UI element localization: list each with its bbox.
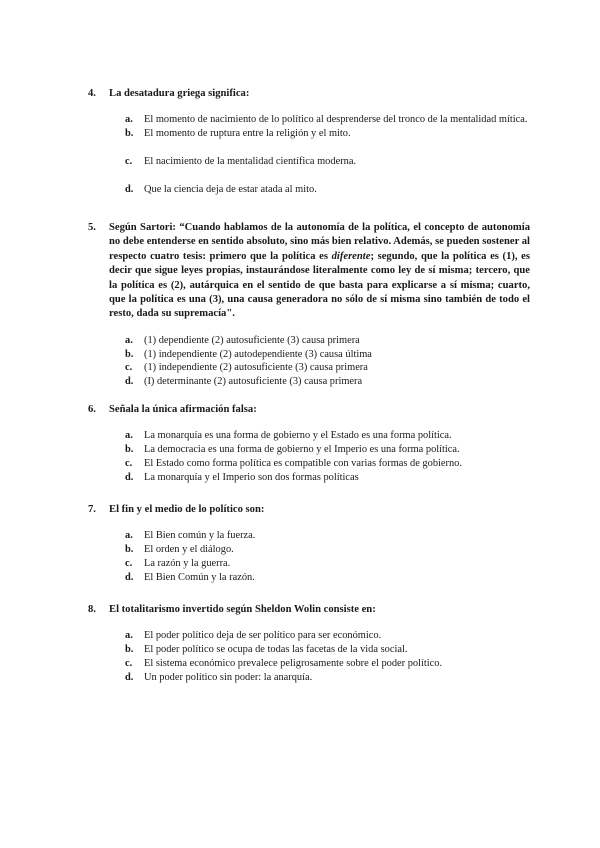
question-text: El totalitarismo invertido según Sheldon Wolin consiste en: xyxy=(109,604,376,615)
option-text: La razón y la guerra. xyxy=(144,558,231,569)
option-letter: a. xyxy=(125,114,133,126)
option-text: El orden y el diálogo. xyxy=(144,544,234,556)
option-text: La monarquía y el Imperio son dos formas políticas xyxy=(144,471,359,483)
question-number: 8. xyxy=(88,604,96,615)
option-letter: b. xyxy=(125,348,134,360)
option-letter: b. xyxy=(125,644,134,656)
option-b xyxy=(125,543,530,557)
option-a xyxy=(125,334,530,348)
option-text: (I) determinante (2) autosuficiente (3) causa primera xyxy=(144,376,363,388)
option-text: El poder político se ocupa de todas las facetas de la vida social. xyxy=(144,644,408,656)
question-number: 6. xyxy=(88,404,96,415)
question-6 xyxy=(88,403,530,485)
option-text: El Bien Común y la razón. xyxy=(144,571,255,583)
option-text: El sistema económico prevalece peligrosamente sobre el poder político. xyxy=(144,658,443,669)
question-text: Señala la única afirmación falsa: xyxy=(109,404,257,415)
question-text-start: Según Sartori: “Cuando hablamos de la autonomía de la política, el concepto de autonomía no debe entenderse en sentido absoluto, sino más bien relativo. Además, se pueden sostener al respecto cuatro tesis: primero que la política es xyxy=(109,222,530,262)
option-b xyxy=(125,127,530,141)
question-4 xyxy=(88,87,530,197)
question-text: El fin y el medio de lo político son: xyxy=(109,504,265,515)
option-c xyxy=(125,657,530,671)
option-letter: b. xyxy=(125,544,134,556)
option-letter: b. xyxy=(125,128,134,140)
option-letter: d. xyxy=(125,376,134,388)
option-letter: b. xyxy=(125,444,134,456)
option-letter: c. xyxy=(125,156,133,167)
question-number: 7. xyxy=(88,504,96,515)
option-letter: c. xyxy=(125,458,133,469)
option-a xyxy=(125,429,530,443)
option-b xyxy=(125,643,530,657)
option-a xyxy=(125,113,530,127)
question-text: La desatadura griega significa: xyxy=(109,88,250,99)
option-letter: d. xyxy=(125,471,134,483)
question-8 xyxy=(88,603,530,685)
option-b xyxy=(125,348,530,362)
option-c xyxy=(125,457,530,471)
option-text: La democracia es una forma de gobierno y el Imperio es una forma política. xyxy=(144,444,460,456)
option-d xyxy=(125,471,530,485)
option-letter: a. xyxy=(125,430,133,442)
option-text: El nacimiento de la mentalidad científica moderna. xyxy=(144,156,357,167)
option-a xyxy=(125,529,530,543)
option-text: El poder político deja de ser político para ser económico. xyxy=(144,630,382,642)
option-letter: a. xyxy=(125,530,133,542)
option-text: La monarquía es una forma de gobierno y el Estado es una forma política. xyxy=(144,430,452,442)
option-c xyxy=(125,557,530,571)
option-c xyxy=(125,155,530,169)
option-letter: d. xyxy=(125,571,134,583)
question-text xyxy=(109,221,530,322)
option-a xyxy=(125,629,530,643)
option-letter: a. xyxy=(125,630,133,642)
option-d xyxy=(125,183,530,197)
option-d xyxy=(125,571,530,585)
option-letter: d. xyxy=(125,671,134,683)
option-letter: c. xyxy=(125,362,133,374)
question-5 xyxy=(88,221,530,389)
question-7 xyxy=(88,503,530,585)
option-d xyxy=(125,671,530,685)
option-letter: c. xyxy=(125,558,133,569)
option-letter: d. xyxy=(125,183,134,195)
option-d xyxy=(125,375,530,389)
question-text-italic: diferente xyxy=(331,250,371,262)
option-text: Un poder político sin poder: la anarquía. xyxy=(144,671,313,683)
option-text: El momento de nacimiento de lo político al desprenderse del tronco de la mentalidad mítica. xyxy=(144,114,528,126)
option-letter: a. xyxy=(125,334,133,346)
question-number: 4. xyxy=(88,88,96,99)
option-letter: c. xyxy=(125,658,133,669)
option-text: (1) dependiente (2) autosuficiente (3) causa primera xyxy=(144,334,360,346)
option-c xyxy=(125,361,530,375)
option-text: El momento de ruptura entre la religión y el mito. xyxy=(144,128,351,140)
option-b xyxy=(125,443,530,457)
question-number: 5. xyxy=(88,222,96,233)
option-text: El Bien común y la fuerza. xyxy=(144,530,256,542)
option-text: (1) independiente (2) autosuficiente (3) causa primera xyxy=(144,362,368,374)
option-text: Que la ciencia deja de estar atada al mito. xyxy=(144,183,317,195)
option-text: (1) independiente (2) autodependiente (3) causa última xyxy=(144,348,372,360)
question-text-end: ; segundo, que la política es (1), es decir que sigue leyes propias, instaurándose literalmente como ley de sí misma; tercero, que la política es (2), autárquica en el sentido de que basta para explicarse a sí misma; cuarto, que la política es una (3), una causa generadora no sólo de sí misma sino también de todo el resto, dada su supremacía". xyxy=(109,250,530,320)
option-text: El Estado como forma política es compatible con varias formas de gobierno. xyxy=(144,458,462,469)
